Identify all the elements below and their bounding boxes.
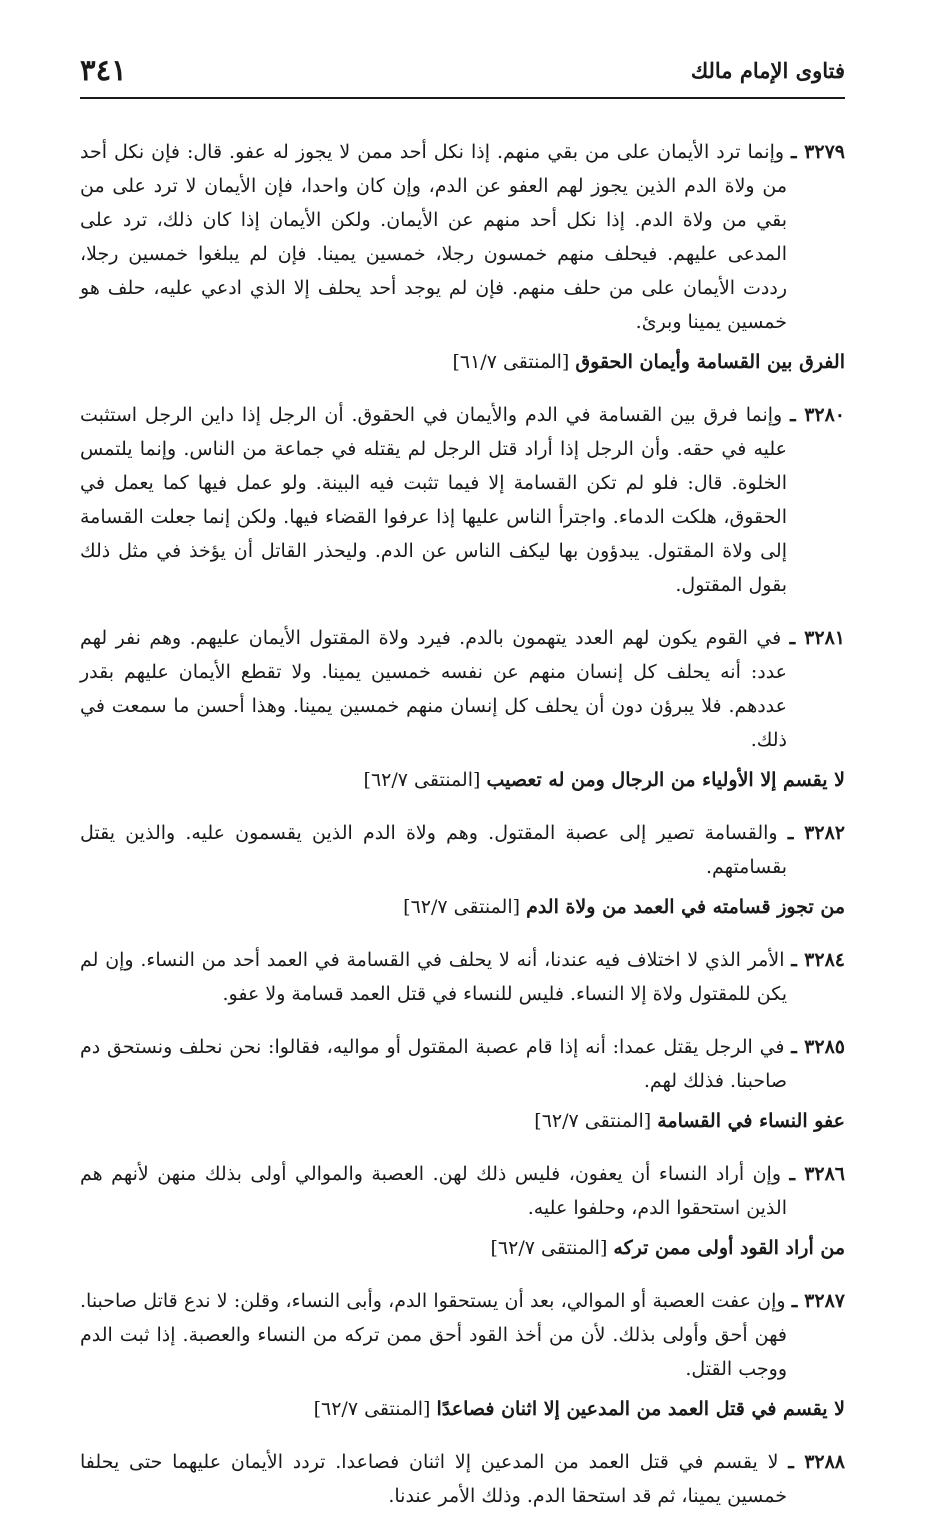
page-content	[80, 116, 845, 1519]
header-rule	[80, 97, 845, 99]
section-reference: [المنتقى ٦٢/٧]	[403, 896, 521, 918]
fatwa-3285	[80, 1030, 845, 1098]
fatwa-3281	[80, 621, 845, 757]
section-heading	[80, 345, 845, 379]
fatwa-3286	[80, 1157, 845, 1225]
fatwa-number: ٣٢٧٩ ـ	[791, 141, 845, 163]
fatwa-number: ٣٢٨٤ ـ	[791, 949, 845, 971]
fatwa-number: ٣٢٨٦ ـ	[789, 1163, 846, 1185]
fatwa-text: في الرجل يقتل عمدا: أنه إذا قام عصبة المقتول أو مواليه، فقالوا: نحن نحلف ونستحق دم صاحبنا. فذلك لهم.	[80, 1036, 787, 1092]
fatwa-3287	[80, 1284, 845, 1386]
section-reference: [المنتقى ٦٢/٧]	[534, 1110, 652, 1132]
section-reference: [المنتقى ٦٢/٧]	[363, 769, 481, 791]
page-number: ٣٤١	[80, 53, 127, 87]
fatwa-number: ٣٢٨٨ ـ	[788, 1451, 846, 1473]
page-header	[80, 52, 845, 88]
fatwa-number: ٣٢٨١ ـ	[789, 627, 845, 649]
section-heading	[80, 763, 845, 797]
section-title: من أراد القود أولى ممن تركه	[613, 1237, 845, 1259]
fatwa-text: الأمر الذي لا اختلاف فيه عندنا، أنه لا يحلف في القسامة في العمد أحد من النساء. وإن لم يكن للمقتول ولاة إلا النساء. فليس للنساء في قتل العمد قسامة ولا عفو.	[80, 949, 787, 1005]
fatwa-3284	[80, 943, 845, 1011]
fatwa-text: وإن أراد النساء أن يعفون، فليس ذلك لهن. العصبة والموالي أولى بذلك منهن لأنهم هم الذين استحقوا الدم، وحلفوا عليه.	[80, 1163, 787, 1219]
section-title: لا يقسم إلا الأولياء من الرجال ومن له تعصيب	[486, 769, 845, 791]
section-reference: [المنتقى ٦١/٧]	[452, 351, 570, 373]
fatwa-number: ٣٢٨٢ ـ	[787, 822, 845, 844]
fatwa-text: والقسامة تصير إلى عصبة المقتول. وهم ولاة الدم الذين يقسمون عليه. والذين يقتل بقسامتهم.	[80, 822, 787, 878]
section-heading	[80, 1392, 845, 1426]
fatwa-3288	[80, 1445, 845, 1513]
section-title: الفرق بين القسامة وأيمان الحقوق	[575, 351, 845, 373]
fatwa-text: وإنما ترد الأيمان على من بقي منهم. إذا نكل أحد ممن لا يجوز له عفو. قال: فإن نكل أحد من ولاة الدم الذين يجوز لهم العفو عن الدم، وإن كان واحدا، فإن الأيمان لا ترد على من بقي من ولاة الدم. إذا نكل أحد منهم عن الأيمان. ولكن الأيمان إذا كان ذلك، ترد على المدعى عليهم. فيحلف منهم خمسون رجلا، خمسين يمينا. فإن لم يبلغوا خمسين رجلا، رددت الأيمان على من حلف منهم. فإن لم يوجد أحد يحلف إلا الذي ادعي عليه، حلف هو خمسين يمينا وبرئ.	[80, 141, 787, 333]
fatwa-3280	[80, 398, 845, 602]
fatwa-text: وإنما فرق بين القسامة في الدم والأيمان في الحقوق. أن الرجل إذا داين الرجل استثبت عليه في حقه. وأن الرجل إذا أراد قتل الرجل لم يقتله في جماعة من الناس. وإنما يلتمس الخلوة. قال: فلو لم تكن القسامة إلا فيما تثبت فيه البينة. ولو عمل فيها كما يعمل في الحقوق، هلكت الدماء. واجترأ الناس عليها إذا عرفوا القضاء فيها. ولكن إنما جعلت القسامة إلى ولاة المقتول. يبدؤون بها ليكف الناس عن الدم. وليحذر القاتل أن يؤخذ في مثل ذلك بقول المقتول.	[80, 404, 787, 596]
fatwa-number: ٣٢٨٧ ـ	[791, 1290, 845, 1312]
fatwa-number: ٣٢٨٠ ـ	[790, 404, 846, 426]
fatwa-number: ٣٢٨٥ ـ	[791, 1036, 845, 1058]
section-reference: [المنتقى ٦٢/٧]	[313, 1398, 431, 1420]
fatwa-text: لا يقسم في قتل العمد من المدعين إلا اثنان فصاعدا. تردد الأيمان عليهما حتى يحلفا خمسين يمينا، ثم قد استحقا الدم. وذلك الأمر عندنا.	[80, 1451, 787, 1507]
section-heading	[80, 1231, 845, 1265]
section-heading	[80, 890, 845, 924]
section-title: لا يقسم في قتل العمد من المدعين إلا اثنان فصاعدًا	[436, 1398, 845, 1420]
fatwa-text: وإن عفت العصبة أو الموالي، بعد أن يستحقوا الدم، وأبى النساء، وقلن: لا ندع قاتل صاحبنا. فهن أحق وأولى بذلك. لأن من أخذ القود أحق ممن تركه من النساء والعصبة. إذا ثبت الدم ووجب القتل.	[80, 1290, 787, 1380]
section-reference: [المنتقى ٦٢/٧]	[490, 1237, 608, 1259]
fatwa-3279	[80, 135, 845, 339]
section-title: من تجوز قسامته في العمد من ولاة الدم	[526, 896, 845, 918]
section-title: عفو النساء في القسامة	[657, 1110, 845, 1132]
running-title: فتاوى الإمام مالك	[690, 57, 845, 83]
fatwa-3282	[80, 816, 845, 884]
section-heading	[80, 1104, 845, 1138]
fatwa-text: في القوم يكون لهم العدد يتهمون بالدم. فيرد ولاة المقتول الأيمان عليهم. وهم نفر لهم عدد: أنه يحلف كل إنسان منهم عن نفسه خمسين يمينا. ولا تقطع الأيمان عليهم بقدر عددهم. فلا يبرؤن دون أن يحلف كل إنسان منهم خمسين يمينا. وهذا أحسن ما سمعت في ذلك.	[80, 627, 787, 751]
